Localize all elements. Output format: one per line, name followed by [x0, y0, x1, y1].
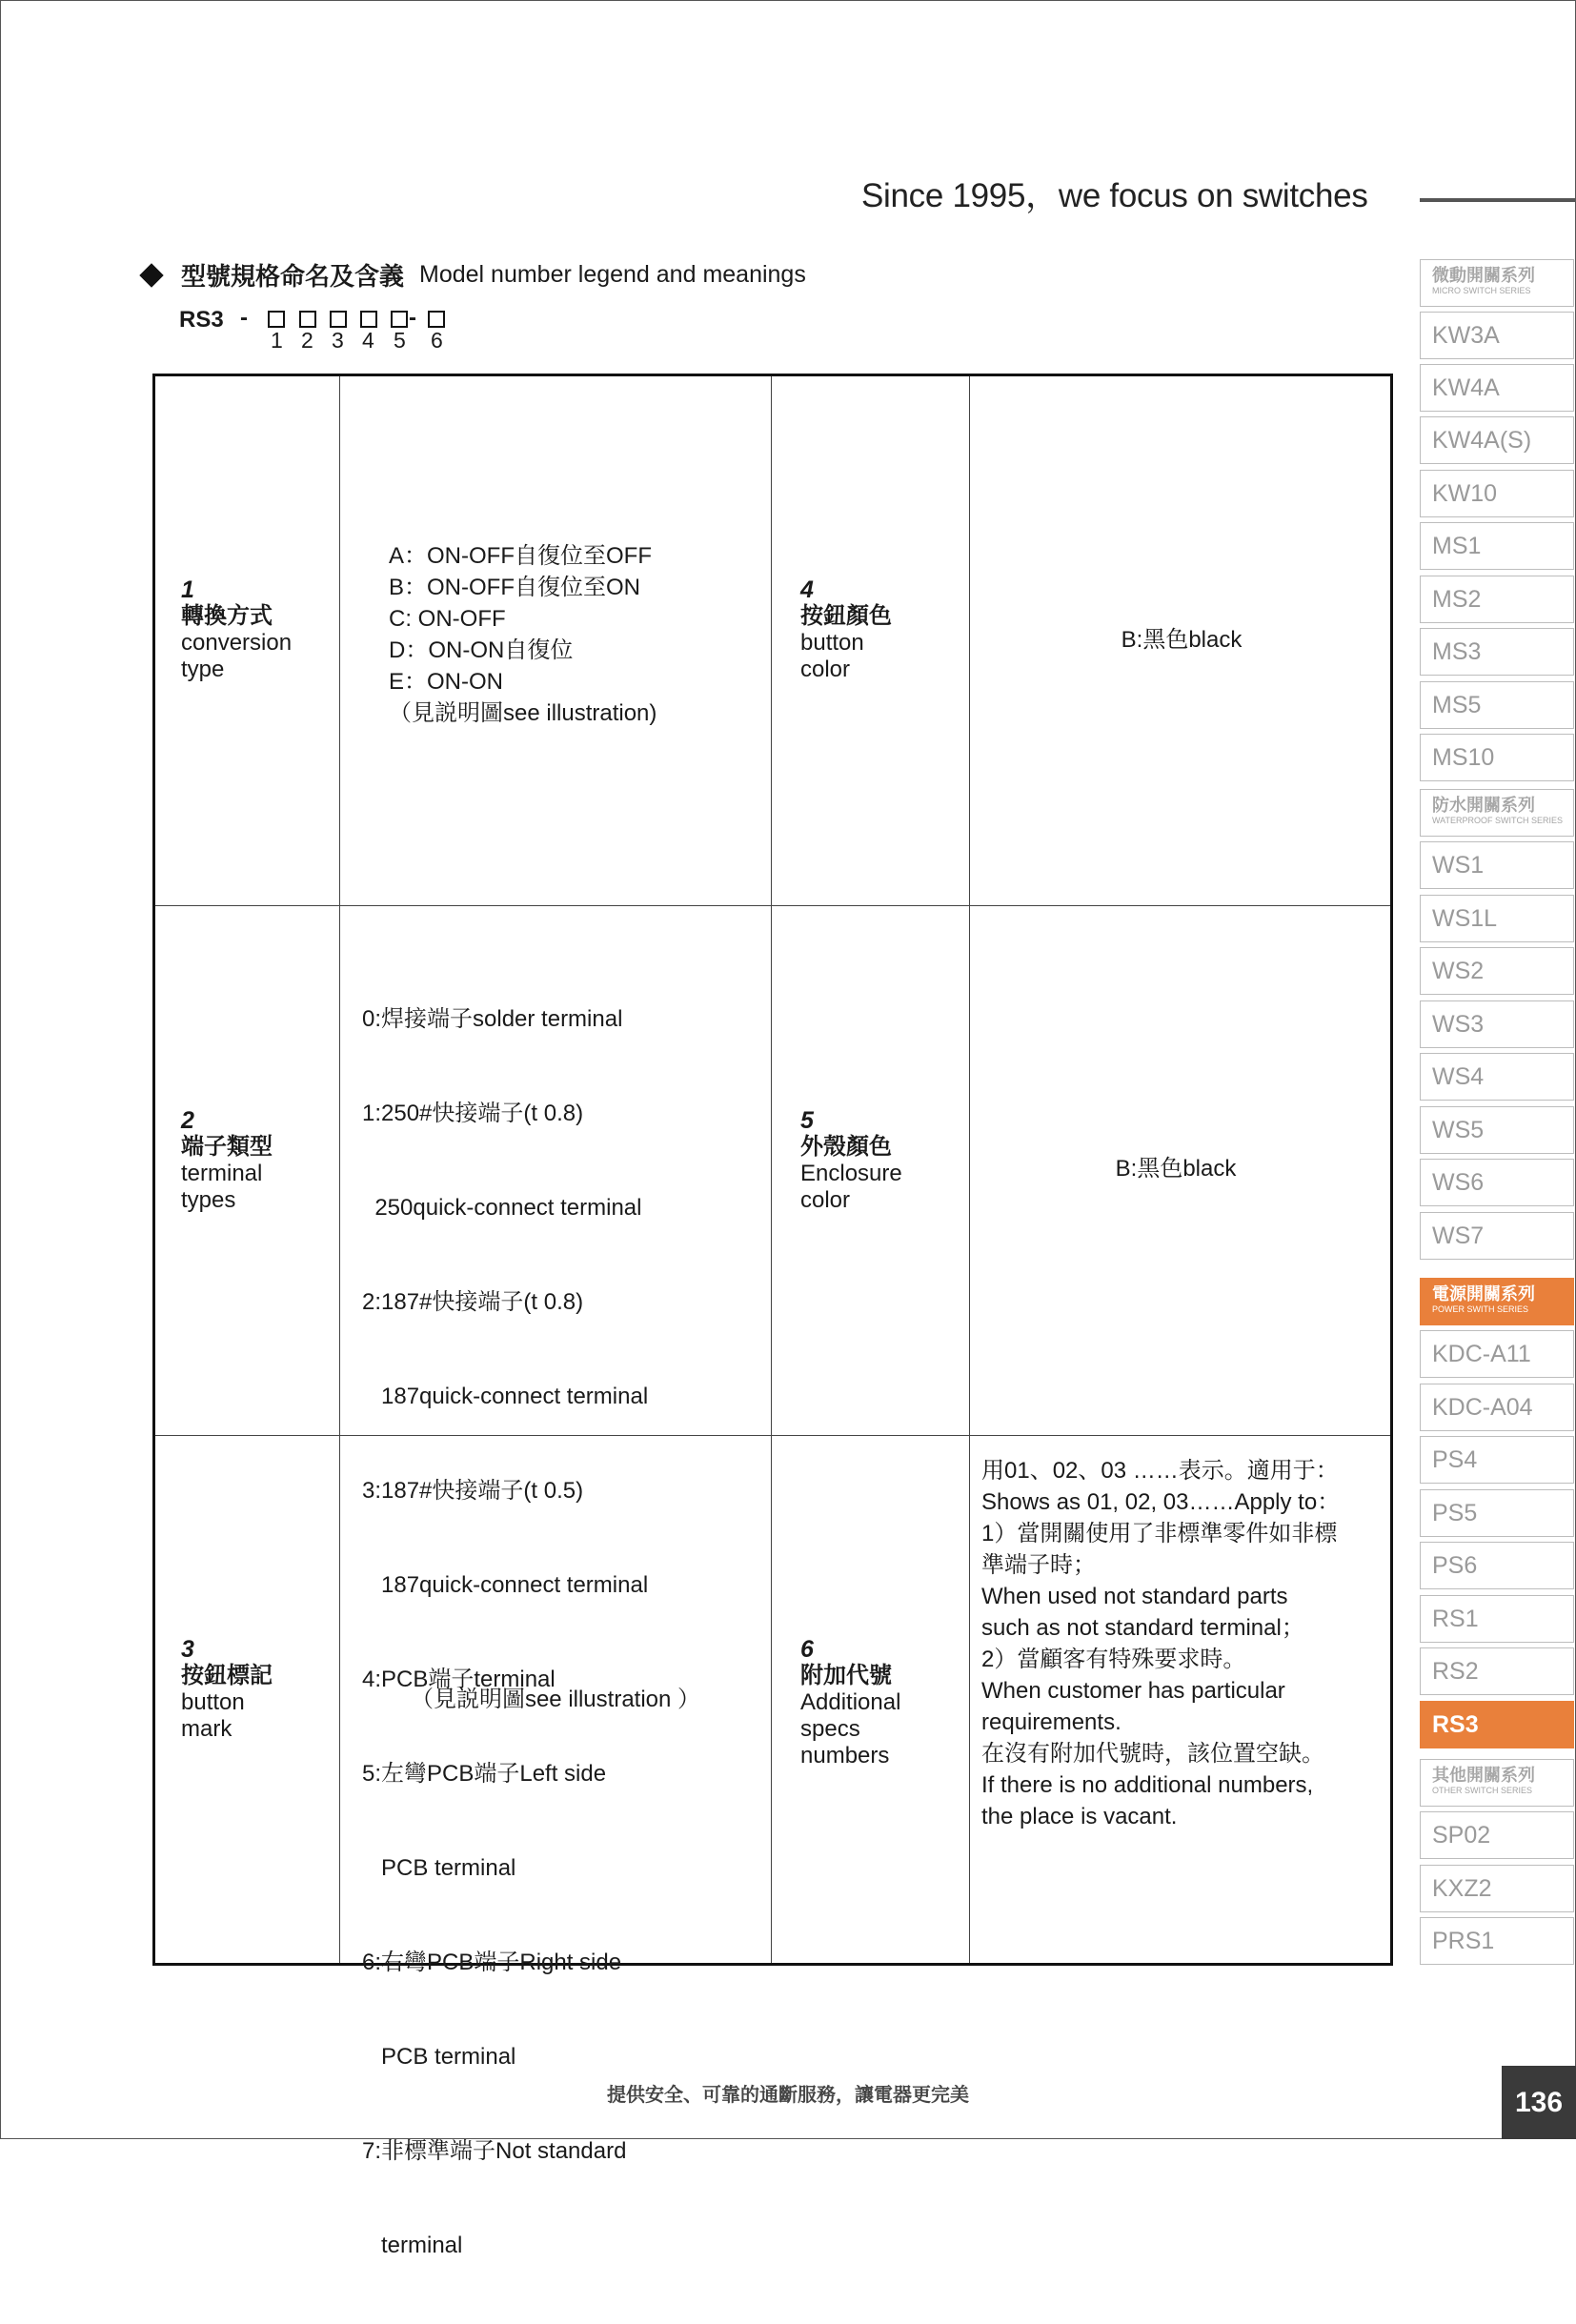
row3-right-label [800, 1636, 900, 1769]
option-line: 4:PCB端子terminal [362, 1667, 556, 1692]
table-divider [155, 1435, 1390, 1436]
header-slogan: Since 1995，we focus on switches [861, 177, 1368, 214]
option-line: E：ON-ON [389, 669, 503, 695]
model-digit: 5 [394, 328, 406, 353]
row1-right-num: 4 [800, 576, 814, 603]
option-line: requirements. [981, 1709, 1121, 1735]
code-box-2 [299, 311, 316, 328]
row3-right-options [981, 1455, 1340, 1832]
option-line: （見説明圖see illustration) [389, 700, 657, 726]
option-line: （見説明圖see illustration ） [410, 1687, 701, 1712]
option-line: 7:非標準端子Not standard [362, 2138, 627, 2164]
row3-right-label-en: Additional [800, 1689, 901, 1715]
sidebar-item-prs1[interactable]: PRS1 [1420, 1917, 1574, 1965]
option-line: 1）當開關使用了非標準零件如非標 [981, 1521, 1338, 1546]
sidebar-item-ms5[interactable]: MS5 [1420, 681, 1574, 729]
sidebar-item-rs3[interactable]: RS3 [1420, 1701, 1574, 1748]
sidebar-item-ms1[interactable]: MS1 [1420, 522, 1574, 570]
option-line: D：ON-ON自復位 [389, 637, 574, 663]
model-digit: 3 [332, 328, 344, 353]
option-line: the place is vacant. [981, 1804, 1178, 1829]
sidebar-item-ps4[interactable]: PS4 [1420, 1436, 1574, 1484]
row2-left-label [181, 1107, 273, 1214]
code-box-4 [360, 311, 377, 328]
option-line: Shows as 01, 02, 03……Apply to： [981, 1489, 1341, 1515]
row3-left-label-zh: 按鈕標記 [181, 1663, 273, 1688]
option-line: 2）當顧客有特殊要求時。 [981, 1647, 1246, 1672]
row2-right-num: 5 [800, 1107, 814, 1134]
group-title-en: POWER SWITH SERIES [1432, 1304, 1529, 1314]
group-title-zh: 其他開關系列 [1432, 1766, 1535, 1785]
row3-left-label [181, 1636, 273, 1743]
sidebar-item-kw4a-s[interactable]: KW4A(S) [1420, 416, 1574, 464]
row1-right-label-en: button [800, 630, 864, 656]
section-title-en: Model number legend and meanings [419, 261, 806, 288]
table-divider [339, 376, 340, 1963]
row3-left-label-en: mark [181, 1716, 232, 1742]
model-digit: 2 [301, 328, 313, 353]
option-line: 在沒有附加代號時，該位置空缺。 [981, 1741, 1324, 1767]
table-divider [155, 905, 1390, 906]
sidebar-item-kw4a[interactable]: KW4A [1420, 364, 1574, 412]
option-line: PCB terminal [362, 1855, 516, 1881]
row1-left-label-zh: 轉換方式 [181, 603, 273, 629]
row3-right-label-zh: 附加代號 [800, 1663, 892, 1688]
row3-right-label-en: specs [800, 1716, 860, 1742]
row2-right-label-zh: 外殼顏色 [800, 1134, 892, 1160]
option-line: When used not standard parts [981, 1584, 1288, 1609]
code-box-1 [268, 311, 285, 328]
sidebar-item-ps6[interactable]: PS6 [1420, 1542, 1574, 1589]
section-title-zh: 型號規格命名及含義 [181, 262, 405, 291]
option-line: C: ON-OFF [389, 606, 506, 632]
row1-right-label [800, 576, 892, 683]
option-line: 250quick-connect terminal [362, 1195, 642, 1221]
sidebar-item-kdc-a04[interactable]: KDC-A04 [1420, 1384, 1574, 1431]
model-digit: 1 [271, 328, 283, 353]
model-dash: - [240, 305, 248, 331]
code-box-3 [330, 311, 347, 328]
group-title-zh: 電源開關系列 [1432, 1284, 1535, 1303]
sidebar-item-ws6[interactable]: WS6 [1420, 1159, 1574, 1206]
sidebar-group-power[interactable] [1420, 1278, 1574, 1325]
option-line: 準端子時； [981, 1552, 1096, 1578]
option-line: B:黑色black [1121, 627, 1243, 653]
row1-left-options [389, 540, 657, 729]
option-line: 6:右彎PCB端子Right side [362, 1950, 622, 1975]
model-digit: 6 [431, 328, 443, 353]
option-line: B：ON-OFF自復位至ON [389, 575, 640, 600]
model-digit: 4 [362, 328, 374, 353]
group-title-zh: 防水開關系列 [1432, 796, 1535, 815]
sidebar-item-kw10[interactable]: KW10 [1420, 470, 1574, 517]
option-line: 187quick-connect terminal [362, 1572, 649, 1598]
page-number: 136 [1502, 2066, 1576, 2139]
option-line: PCB terminal [362, 2044, 516, 2070]
footer-slogan: 提供安全、可靠的通斷服務，讓電器更完美 [607, 2085, 969, 2106]
sidebar-group-waterproof[interactable] [1420, 789, 1574, 837]
row2-left-label-en: terminal [181, 1161, 263, 1186]
row2-left-label-zh: 端子類型 [181, 1134, 273, 1160]
group-title-en: MICRO SWITCH SERIES [1432, 286, 1531, 295]
sidebar-item-sp02[interactable]: SP02 [1420, 1811, 1574, 1859]
table-divider [771, 376, 772, 1963]
group-title-zh: 微動開關系列 [1432, 266, 1535, 285]
sidebar-item-ps5[interactable]: PS5 [1420, 1489, 1574, 1537]
sidebar-item-kxz2[interactable]: KXZ2 [1420, 1865, 1574, 1912]
model-dash-2: - [409, 305, 416, 331]
sidebar-item-kw3a[interactable]: KW3A [1420, 312, 1574, 359]
group-title-en: WATERPROOF SWITCH SERIES [1432, 816, 1564, 825]
option-line: terminal [362, 2233, 463, 2258]
row1-left-label [181, 576, 292, 683]
option-line: A：ON-OFF自復位至OFF [389, 543, 652, 569]
row3-right-num: 6 [800, 1636, 814, 1663]
row2-right-label [800, 1107, 902, 1214]
sidebar-item-ws1l[interactable]: WS1L [1420, 895, 1574, 942]
row1-left-label-en: type [181, 657, 225, 682]
sidebar-group-micro[interactable] [1420, 259, 1574, 307]
sidebar-item-ws1[interactable]: WS1 [1420, 841, 1574, 889]
sidebar-item-kdc-a11[interactable]: KDC-A11 [1420, 1330, 1574, 1378]
row3-left-num: 3 [181, 1636, 194, 1663]
option-line: 2:187#快接端子(t 0.8) [362, 1289, 584, 1315]
sidebar-item-ws4[interactable]: WS4 [1420, 1053, 1574, 1101]
row1-right-label-zh: 按鈕顏色 [800, 603, 892, 629]
sidebar-item-ws3[interactable]: WS3 [1420, 1000, 1574, 1048]
option-line: 3:187#快接端子(t 0.5) [362, 1478, 584, 1504]
row2-right-options [970, 1153, 1382, 1184]
row1-left-label-en: conversion [181, 630, 293, 656]
option-line: If there is no additional numbers, [981, 1772, 1314, 1798]
sidebar-item-rs1[interactable]: RS1 [1420, 1595, 1574, 1643]
sidebar-item-ws5[interactable]: WS5 [1420, 1106, 1574, 1154]
row2-left-label-en: types [181, 1187, 236, 1213]
header-rule [1420, 198, 1576, 202]
group-title-en: OTHER SWITCH SERIES [1432, 1786, 1533, 1795]
row1-left-num: 1 [181, 576, 194, 603]
sidebar-item-ms3[interactable]: MS3 [1420, 628, 1574, 676]
option-line: 用01、02、03 ……表示。適用于： [981, 1458, 1339, 1484]
sidebar-group-other[interactable] [1420, 1759, 1574, 1807]
option-line: 0:焊接端子solder terminal [362, 1006, 623, 1032]
sidebar-item-rs2[interactable]: RS2 [1420, 1647, 1574, 1695]
option-line: When customer has particular [981, 1678, 1285, 1704]
row1-right-options [970, 624, 1393, 656]
row2-left-options [362, 940, 648, 2324]
sidebar-item-ws7[interactable]: WS7 [1420, 1212, 1574, 1260]
model-code: RS3 [179, 307, 224, 333]
code-box-5 [391, 311, 408, 328]
option-line: 1:250#快接端子(t 0.8) [362, 1101, 584, 1126]
row1-right-label-en: color [800, 657, 851, 682]
row2-left-num: 2 [181, 1107, 194, 1134]
row3-right-label-en: numbers [800, 1743, 890, 1768]
row3-left-label-en: button [181, 1689, 245, 1715]
option-line: such as not standard terminal； [981, 1615, 1304, 1641]
diamond-bullet-icon [139, 263, 163, 287]
row2-right-label-en: Enclosure [800, 1161, 902, 1186]
row3-left-options [340, 1684, 771, 1715]
code-box-6 [428, 311, 445, 328]
sidebar-item-ws2[interactable]: WS2 [1420, 947, 1574, 995]
option-line: B:黑色black [1115, 1156, 1237, 1182]
sidebar-item-ms10[interactable]: MS10 [1420, 734, 1574, 781]
row2-right-label-en: color [800, 1187, 851, 1213]
option-line: 187quick-connect terminal [362, 1384, 649, 1409]
section-title [143, 257, 806, 293]
sidebar-item-ms2[interactable]: MS2 [1420, 576, 1574, 623]
option-line: 5:左彎PCB端子Left side [362, 1761, 607, 1787]
